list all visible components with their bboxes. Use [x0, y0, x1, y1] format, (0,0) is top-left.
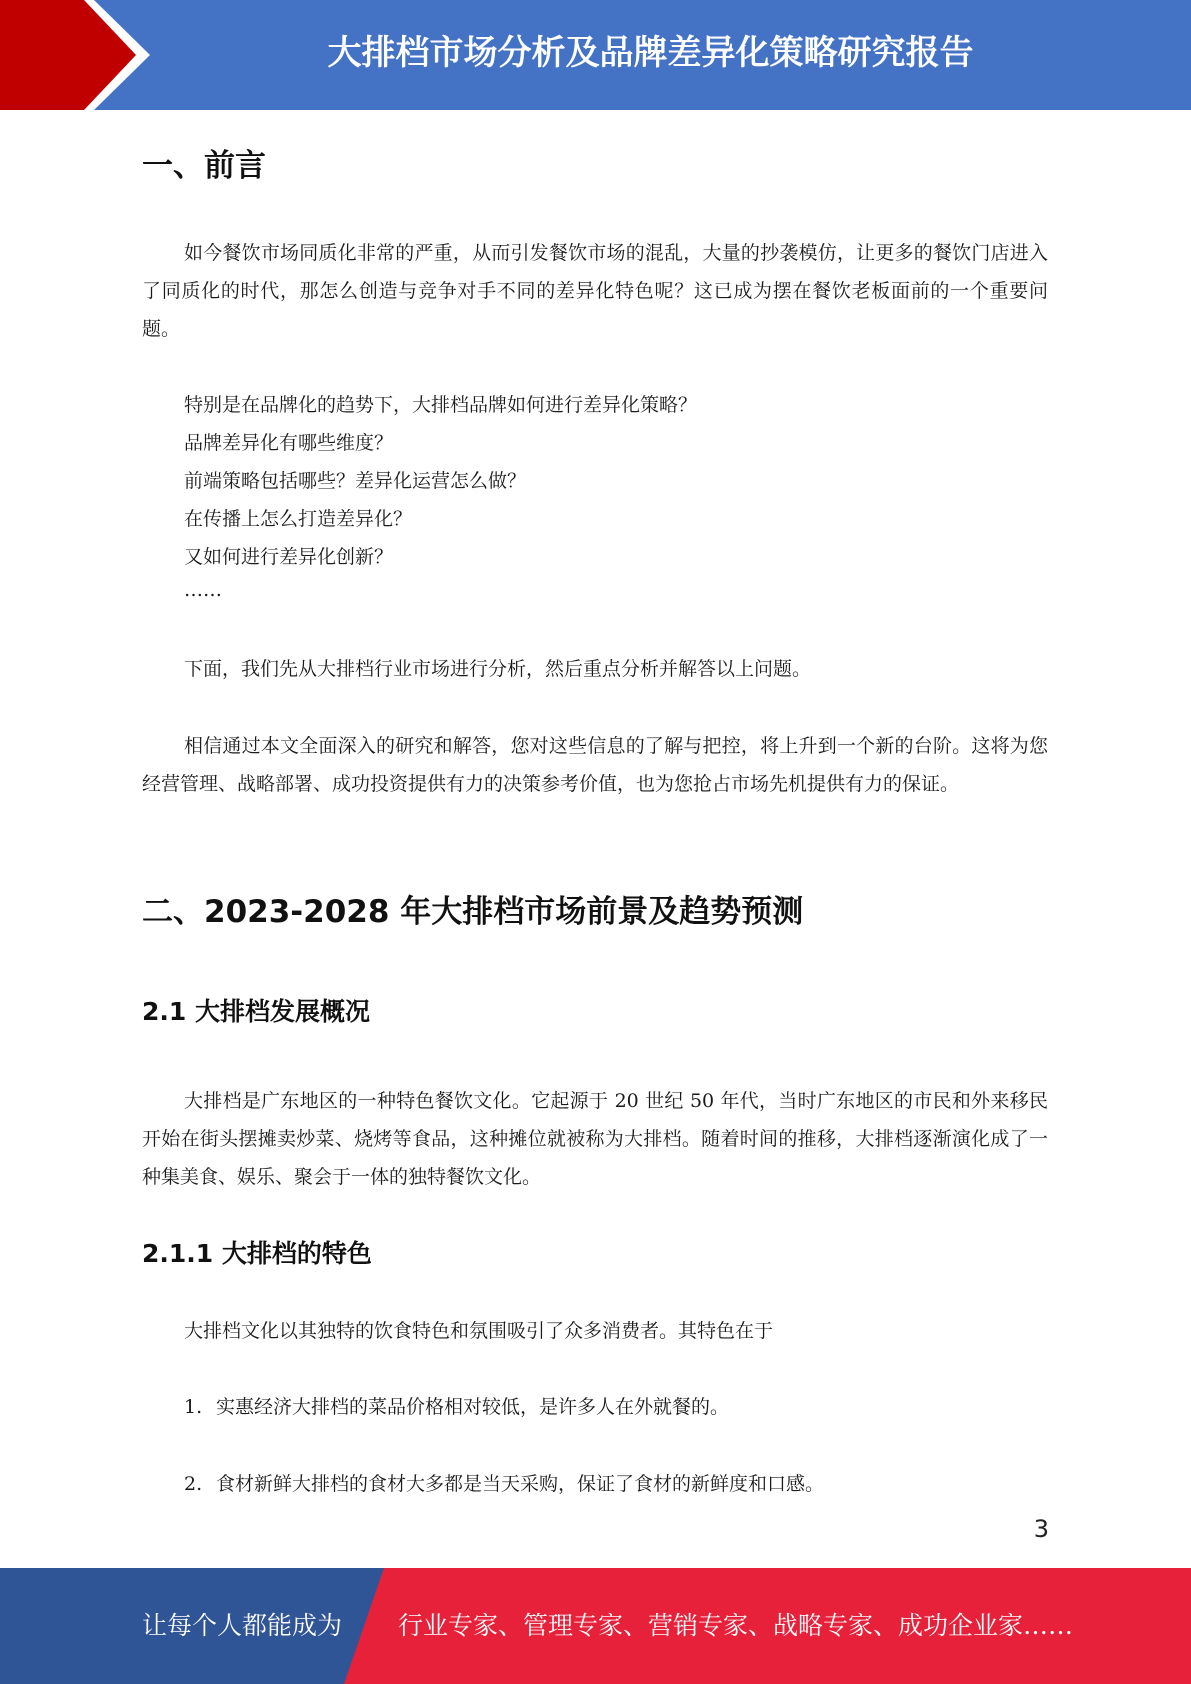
question-item: 又如何进行差异化创新？ — [184, 546, 394, 568]
footer-banner — [0, 1568, 1191, 1684]
question-item: 前端策略包括哪些？差异化运营怎么做？ — [184, 470, 527, 492]
preface-paragraph-2: 下面，我们先从大排档行业市场进行分析，然后重点分析并解答以上问题。 — [184, 658, 812, 680]
header-banner — [0, 0, 1191, 110]
question-item: …… — [184, 579, 222, 601]
preface-paragraph-1: 如今餐饮市场同质化非常的严重，从而引发餐饮市场的混乱，大量的抄袭模仿，让更多的餐饮门店进入了同质化的时代，那怎么创造与竞争对手不同的差异化特色呢？这已成为摆在餐饮老板面前的一个重要问题。 — [142, 242, 1048, 340]
preface-paragraph-3: 相信通过本文全面深入的研究和解答，您对这些信息的了解与把控，将上升到一个新的台阶。这将为您经营管理、战略部署、成功投资提供有力的决策参考价值，也为您抢占市场先机提供有力的保证。 — [142, 735, 1048, 795]
subsection-heading-overview: 2.1 大排档发展概况 — [142, 997, 370, 1026]
feature-item-text: 实惠经济大排档的菜品价格相对较低，是许多人在外就餐的。 — [216, 1396, 730, 1418]
feature-list-item — [184, 1465, 824, 1503]
feature-item-number: 1. — [184, 1396, 203, 1418]
question-list — [184, 386, 697, 604]
features-intro-paragraph: 大排档文化以其独特的饮食特色和氛围吸引了众多消费者。其特色在于 — [184, 1320, 774, 1342]
question-item: 特别是在品牌化的趋势下，大排档品牌如何进行差异化策略？ — [184, 394, 698, 416]
subsection-heading-features: 2.1.1 大排档的特色 — [142, 1239, 372, 1268]
footer-slogan-right: 行业专家、管理专家、营销专家、战略专家、成功企业家…… — [398, 1611, 1074, 1640]
footer-slogan-left: 让每个人都能成为 — [142, 1611, 343, 1640]
feature-item-number: 2. — [184, 1473, 203, 1495]
question-item: 在传播上怎么打造差异化？ — [184, 508, 413, 530]
header-arrow-shape — [0, 0, 150, 110]
overview-paragraph: 大排档是广东地区的一种特色餐饮文化。它起源于 20 世纪 50 年代，当时广东地区的市民和外来移民开始在街头摆摊卖炒菜、烧烤等食品，这种摊位就被称为大排档。随着时间的推移，大排档逐渐演化成了一种集美食、娱乐、聚会于一体的独特餐饮文化。 — [142, 1090, 1048, 1188]
feature-item-text: 食材新鲜大排档的食材大多都是当天采购，保证了食材的新鲜度和口感。 — [216, 1473, 825, 1495]
section-heading-forecast: 二、2023-2028 年大排档市场前景及趋势预测 — [142, 894, 804, 930]
question-item: 品牌差异化有哪些维度？ — [184, 432, 394, 454]
section-heading-preface: 一、前言 — [142, 148, 266, 184]
feature-list-item — [184, 1388, 729, 1426]
page-number: 3 — [1033, 1515, 1049, 1543]
document-title: 大排档市场分析及品牌差异化策略研究报告 — [327, 33, 974, 73]
